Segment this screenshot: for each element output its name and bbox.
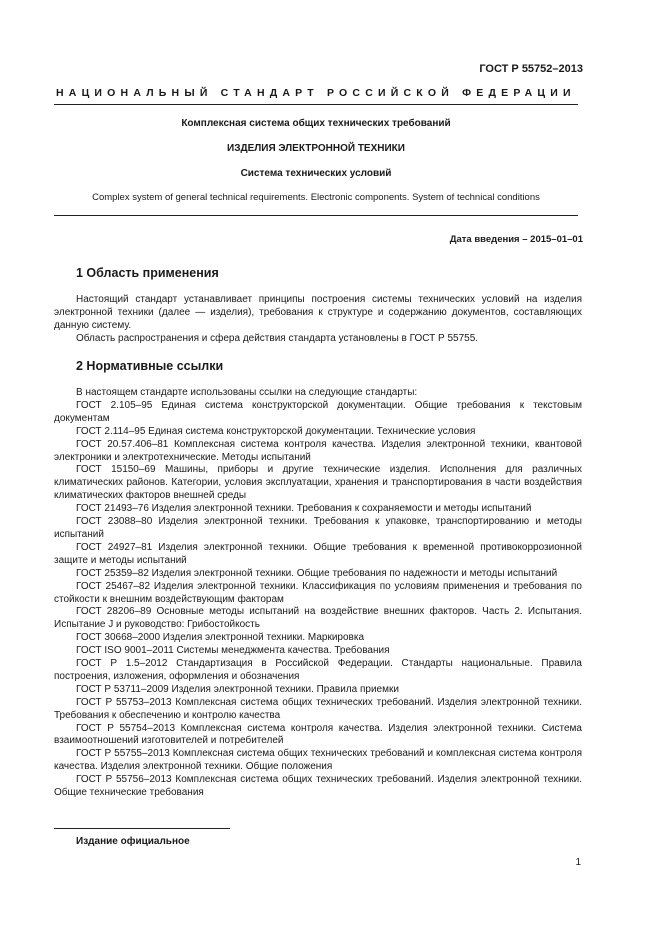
reference-item: ГОСТ Р 55756–2013 Комплексная система общих технических требований. Изделия электронной техники. Общие технические требования (54, 774, 582, 799)
reference-item: ГОСТ 28206–89 Основные методы испытаний на воздействие внешних факторов. Часть 2. Испытания. Испытание J и руководство: Грибостойкость (54, 606, 582, 631)
title-line-2: ИЗДЕЛИЯ ЭЛЕКТРОННОЙ ТЕХНИКИ (227, 143, 405, 154)
reference-item: ГОСТ 15150–69 Машины, приборы и другие технические изделия. Исполнения для различных климатических районов. Категории, условия эксплуатации, хранения и транспортирования в части воздействия климатических факторов внешней среды (54, 464, 582, 502)
reference-item: ГОСТ 2.105–95 Единая система конструкторской документации. Общие требования к текстовым документам (54, 399, 582, 424)
reference-item: ГОСТ 25467–82 Изделия электронной техники. Классификация по условиям применения и требования по стойкости к внешним воздействующим факторам (54, 580, 582, 605)
reference-item: ГОСТ 2.114–95 Единая система конструкторской документации. Технические условия (76, 425, 476, 437)
official-edition-label: Издание официальное (76, 836, 190, 847)
reference-item: ГОСТ Р 1.5–2012 Стандартизация в Российской Федерации. Стандарты национальные. Правила построения, изложения, оформления и обозначения (54, 658, 582, 682)
reference-item: ГОСТ 30668–2000 Изделия электронной техники. Маркировка (76, 632, 365, 644)
reference-item: ГОСТ 20.57.406–81 Комплексная система контроля качества. Изделия электронной техники, квантовой электроники и электротехнические. Методы испытаний (54, 438, 582, 463)
reference-item: ГОСТ 23088–80 Изделия электронной техники. Требования к упаковке, транспортированию и методы испытаний (54, 516, 582, 540)
reference-item: ГОСТ 25359–82 Изделия электронной техники. Общие требования по надежности и методы испытаний (76, 567, 558, 579)
reference-item: ГОСТ ISO 9001–2011 Системы менеджмента качества. Требования (76, 645, 390, 657)
standard-code: ГОСТ Р 55752–2013 (479, 63, 583, 75)
footer-rule (54, 828, 230, 829)
english-title: Complex system of general technical requirements. Electronic components. System of technical conditions (92, 192, 540, 203)
section-1-heading: 1 Область применения (76, 266, 219, 280)
references-list (54, 387, 582, 800)
title-line-3: Система технических условий (240, 168, 392, 179)
reference-item: ГОСТ Р 55754–2013 Комплексная система контроля качества. Изделия электронной техники. Система взаимоотношений изготовителей и потребителей (54, 722, 582, 747)
reference-item: ГОСТ Р 53711–2009 Изделия электронной техники. Правила приемки (76, 683, 399, 695)
top-rule (54, 104, 578, 105)
introduction-date: Дата введения – 2015–01–01 (449, 234, 583, 245)
section-1-paragraph: Область распространения и сфера действия стандарта установлены в ГОСТ Р 55755. (76, 332, 479, 344)
reference-item: ГОСТ Р 55753–2013 Комплексная система общих технических требований. Изделия электронной техники. Требования к обеспечению и контролю качества (54, 696, 582, 721)
references-intro: В настоящем стандарте использованы ссылки на следующие стандарты: (76, 387, 418, 398)
section-1-paragraph: Настоящий стандарт устанавливает принципы построения системы технических условий на изделия электронной техники (далее — изделия), требования к структуре и содержанию документов, составляющих данную систему. (54, 294, 582, 331)
reference-item: ГОСТ 24927–81 Изделия электронной техники. Общие требования к временной противокоррозионной защите и методы испытаний (54, 541, 582, 566)
page-number: 1 (575, 857, 581, 868)
title-line-1: Комплексная система общих технических требований (181, 118, 451, 129)
title-rule (54, 215, 578, 216)
section-2-heading: 2 Нормативные ссылки (76, 359, 224, 373)
reference-item: ГОСТ Р 55755–2013 Комплексная система общих технических требований и комплексная система контроля качества. Изделия электронной техники. Общие положения (54, 748, 582, 773)
reference-item: ГОСТ 21493–76 Изделия электронной техники. Требования к сохраняемости и методы испытаний (76, 503, 532, 515)
national-standard-banner: НАЦИОНАЛЬНЫЙ СТАНДАРТ РОССИЙСКОЙ ФЕДЕРАЦИИ (56, 87, 576, 99)
section-1-body (54, 294, 582, 346)
